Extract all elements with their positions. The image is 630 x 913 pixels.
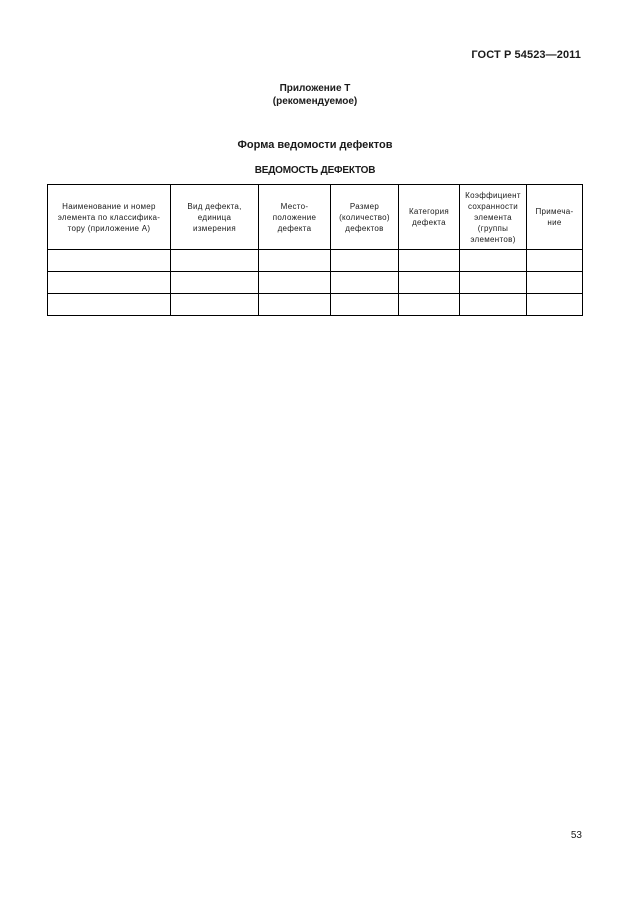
- table-cell: [171, 294, 259, 316]
- table-cell: [399, 294, 460, 316]
- column-header-coefficient: Коэффициент сохранности элемента (группы элементов): [460, 185, 527, 250]
- table-cell: [171, 250, 259, 272]
- table-cell: [48, 294, 171, 316]
- standard-code: ГОСТ Р 54523—2011: [471, 49, 581, 61]
- table-header-row: [48, 185, 583, 250]
- table-cell: [259, 272, 331, 294]
- column-header-note: Примеча- ние: [527, 185, 583, 250]
- table-cell: [399, 272, 460, 294]
- table-cell: [171, 272, 259, 294]
- table-cell: [331, 250, 399, 272]
- annex-title: Приложение Т: [279, 83, 351, 94]
- column-header-element-name: Наименование и номер элемента по классифика- тору (приложение А): [48, 185, 171, 250]
- table-cell: [527, 294, 583, 316]
- table-cell: [460, 272, 527, 294]
- table-cell: [259, 294, 331, 316]
- column-header-category: Категория дефекта: [399, 185, 460, 250]
- table-cell: [460, 250, 527, 272]
- table-cell: [48, 272, 171, 294]
- table-cell: [48, 250, 171, 272]
- table-cell: [460, 294, 527, 316]
- column-header-size: Размер (количество) дефектов: [331, 185, 399, 250]
- column-header-defect-type: Вид дефекта, единица измерения: [171, 185, 259, 250]
- table-cell: [331, 294, 399, 316]
- table-row: [48, 272, 583, 294]
- table-row: [48, 250, 583, 272]
- page-number: 53: [570, 830, 582, 841]
- table-cell: [399, 250, 460, 272]
- column-header-location: Место- положение дефекта: [259, 185, 331, 250]
- table-cell: [527, 272, 583, 294]
- table-cell: [527, 250, 583, 272]
- form-title: Форма ведомости дефектов: [237, 139, 393, 151]
- table-cell: [331, 272, 399, 294]
- table-row: [48, 294, 583, 316]
- annex-status: (рекомендуемое): [272, 96, 358, 107]
- defects-table: [47, 184, 583, 316]
- table-cell: [259, 250, 331, 272]
- annex-heading: [0, 82, 630, 108]
- table-title: ВЕДОМОСТЬ ДЕФЕКТОВ: [254, 165, 376, 176]
